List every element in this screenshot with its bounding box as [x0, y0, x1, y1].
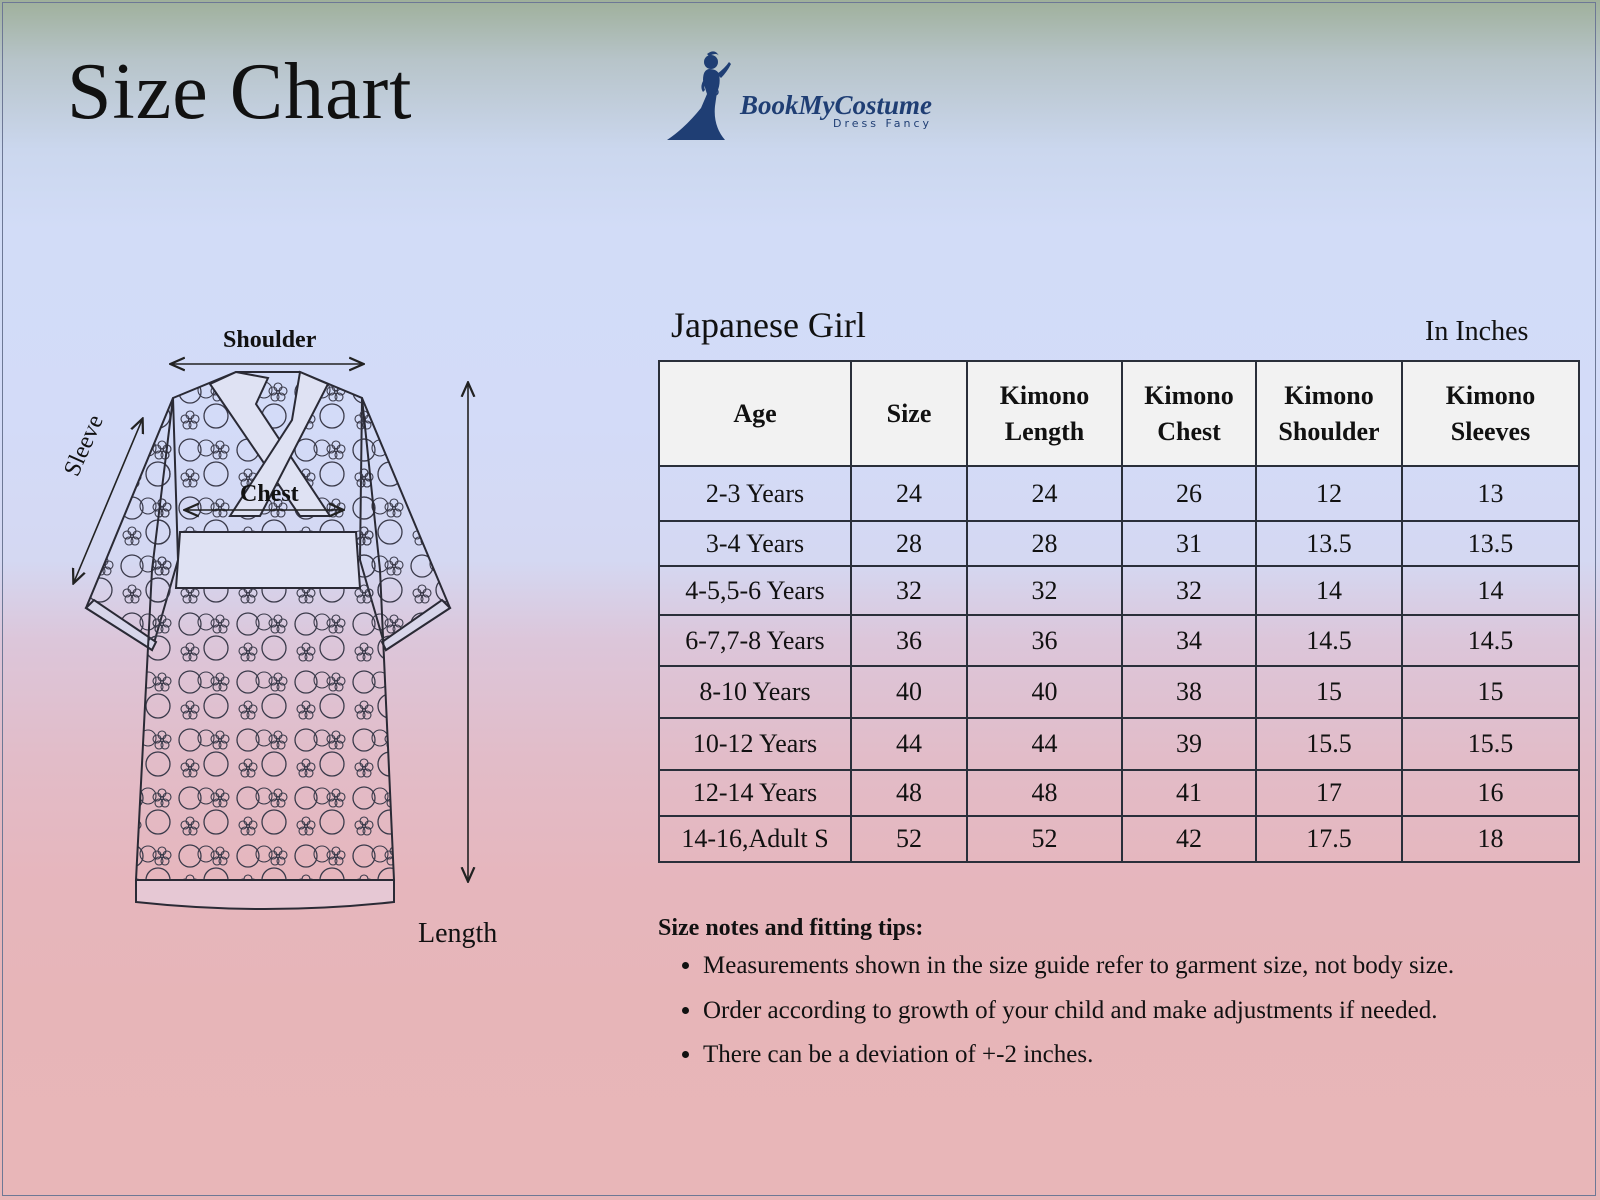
cell-sleeves: 13 [1402, 466, 1579, 521]
brand-logo [665, 48, 955, 148]
header-age: Age [659, 361, 851, 466]
cell-chest: 32 [1122, 566, 1256, 615]
page-title: Size Chart [67, 48, 413, 136]
cell-age: 6-7,7-8 Years [659, 615, 851, 666]
brand-name: BookMyCostume [740, 90, 933, 120]
cell-age: 2-3 Years [659, 466, 851, 521]
unit-label: In Inches [1425, 316, 1529, 347]
cell-size: 32 [851, 566, 967, 615]
table-title: Japanese Girl [671, 305, 866, 345]
cell-shoulder: 15 [1256, 666, 1402, 718]
table-row [659, 566, 1579, 615]
cell-sleeves: 15 [1402, 666, 1579, 718]
note-item: • Order according to growth of your child and make adjustments if needed. [703, 995, 1578, 1028]
table-row [659, 770, 1579, 816]
cell-chest: 42 [1122, 816, 1256, 862]
cell-shoulder: 15.5 [1256, 718, 1402, 770]
cell-chest: 39 [1122, 718, 1256, 770]
kimono-diagram [60, 320, 540, 960]
cell-age: 12-14 Years [659, 770, 851, 816]
cell-size: 52 [851, 816, 967, 862]
cell-length: 52 [967, 816, 1122, 862]
note-item: • There can be a deviation of +-2 inches. [703, 1039, 1578, 1072]
notes-heading: Size notes and fitting tips: [658, 915, 924, 941]
chest-label: Chest [240, 481, 299, 507]
cell-size: 44 [851, 718, 967, 770]
cell-shoulder: 17 [1256, 770, 1402, 816]
cell-age: 8-10 Years [659, 666, 851, 718]
cell-size: 48 [851, 770, 967, 816]
cell-sleeves: 18 [1402, 816, 1579, 862]
brand-tagline: Dress Fancy [833, 117, 933, 130]
costume-silhouette-icon [665, 48, 745, 148]
cell-size: 36 [851, 615, 967, 666]
header-kimono-chest: Kimono Chest [1122, 361, 1256, 466]
cell-length: 44 [967, 718, 1122, 770]
cell-sleeves: 16 [1402, 770, 1579, 816]
cell-length: 40 [967, 666, 1122, 718]
cell-size: 24 [851, 466, 967, 521]
shoulder-label: Shoulder [223, 327, 317, 353]
table-row [659, 615, 1579, 666]
cell-length: 28 [967, 521, 1122, 566]
note-item: • Measurements shown in the size guide refer to garment size, not body size. [703, 950, 1578, 983]
header-size: Size [851, 361, 967, 466]
cell-age: 4-5,5-6 Years [659, 566, 851, 615]
cell-shoulder: 14 [1256, 566, 1402, 615]
cell-size: 28 [851, 521, 967, 566]
cell-chest: 26 [1122, 466, 1256, 521]
sleeve-label: Sleeve [59, 411, 109, 481]
cell-age: 3-4 Years [659, 521, 851, 566]
header-kimono-shoulder: Kimono Shoulder [1256, 361, 1402, 466]
header-kimono-length: Kimono Length [967, 361, 1122, 466]
cell-shoulder: 13.5 [1256, 521, 1402, 566]
table-header-row [659, 361, 1579, 466]
table-row [659, 666, 1579, 718]
cell-sleeves: 15.5 [1402, 718, 1579, 770]
cell-chest: 34 [1122, 615, 1256, 666]
table-row [659, 466, 1579, 521]
cell-length: 48 [967, 770, 1122, 816]
table-row [659, 816, 1579, 862]
notes-list [658, 950, 1578, 1072]
fitting-notes [658, 915, 1578, 1084]
cell-length: 24 [967, 466, 1122, 521]
header-kimono-sleeves: Kimono Sleeves [1402, 361, 1579, 466]
cell-length: 36 [967, 615, 1122, 666]
cell-size: 40 [851, 666, 967, 718]
cell-age: 10-12 Years [659, 718, 851, 770]
cell-sleeves: 14 [1402, 566, 1579, 615]
cell-shoulder: 17.5 [1256, 816, 1402, 862]
kimono-illustration [60, 320, 540, 960]
cell-sleeves: 13.5 [1402, 521, 1579, 566]
cell-length: 32 [967, 566, 1122, 615]
table-row [659, 718, 1579, 770]
cell-chest: 41 [1122, 770, 1256, 816]
size-table [658, 360, 1580, 863]
table-row [659, 521, 1579, 566]
cell-chest: 38 [1122, 666, 1256, 718]
length-label: Length [418, 918, 498, 949]
cell-age: 14-16,Adult S [659, 816, 851, 862]
cell-chest: 31 [1122, 521, 1256, 566]
cell-shoulder: 14.5 [1256, 615, 1402, 666]
cell-sleeves: 14.5 [1402, 615, 1579, 666]
cell-shoulder: 12 [1256, 466, 1402, 521]
